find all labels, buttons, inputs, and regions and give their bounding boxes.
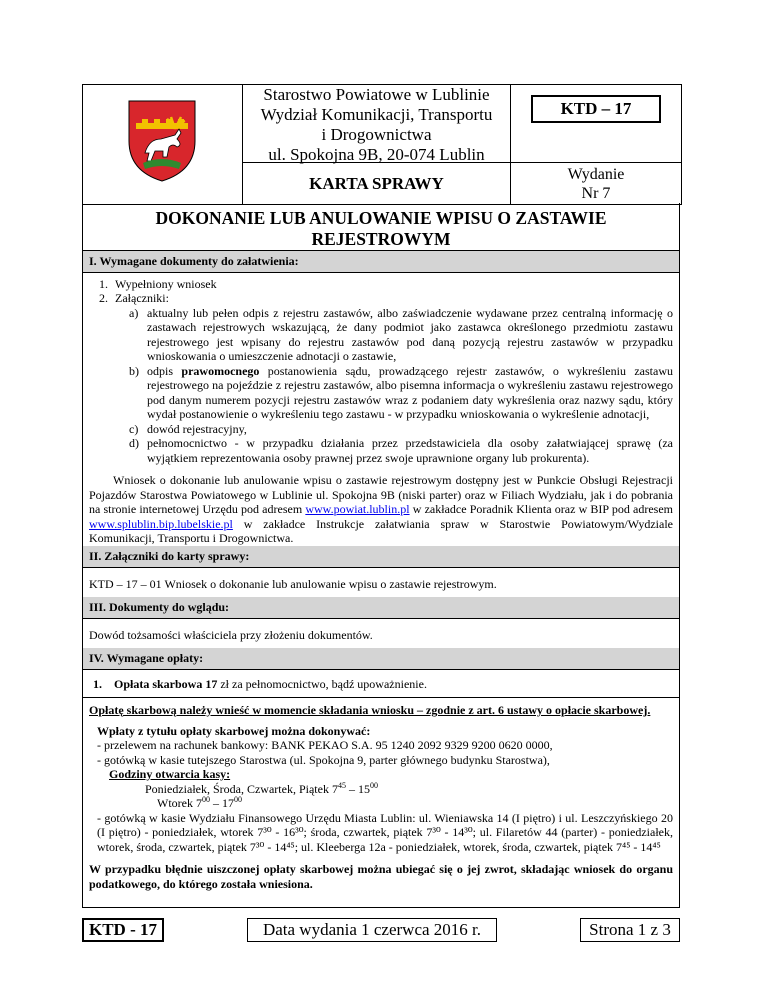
document-header [82, 84, 682, 205]
refund-note: W przypadku błędnie uiszczonej opłaty skarbowej można ubiegać się o jej zwrot, składając wniosek do organu podatkowego, do którego została wniesiona. [89, 862, 673, 891]
payment-line: - gotówką w kasie tutejszego Starostwa (ul. Spokojna 9, parter głównego budynku Starostwa), [97, 752, 550, 767]
section-fees [82, 648, 680, 908]
title-line: REJESTROWYM [311, 229, 451, 249]
logo-cell [83, 85, 243, 204]
section-text: KTD – 17 – 01 Wniosek o dokonanie lub anulowanie wpisu o zastawie rejestrowym. [89, 576, 497, 591]
payment-line: - przelewem na rachunek bankowy: BANK PEKAO S.A. 95 1240 2092 9329 9200 0620 0000, [97, 738, 553, 752]
availability-paragraph: Wniosek o dokonanie lub anulowanie wpisu o zastawie rejestrowym dostępny jest w Punkcie Obsługi Rejestracji Pojazdów Starostwa Powiatowego w Lublinie ul. Spokojna 9B (niski parter) oraz w Filiach Wydziału, jak i do pobrania na stronie internetowej Urzędu pod adresem www.powiat.lublin.pl w zakładce Poradnik Klienta oraz w BIP pod adresem www.splublin.bip.lubelskie.pl w zakładce Instrukcje załatwiania spraw w Starostwie Powiatowym/Wydziale Komunikacji, Transportu i Drogownictwa. [89, 473, 673, 545]
attachment-item: b) odpis prawomocnego postanowienia sądu, prowadzącego rejestr zastawów, o wykreśleniu zastawu rejestrowego na pojeździe z rejestru zastawów, albo pisemna informacja o wykreśleniu zastawu rejestrowego pod danym numerem pozycji rejestru zastawów wraz z podaniem daty wykreślenia oraz nazwy sądu, który wydał postanowienie o wykreśleniu tego zastawu - w przypadku wnioskowania o wykreślenie adnotacji, [129, 363, 673, 421]
office-line: ul. Spokojna 9B, 20-074 Lublin [268, 145, 485, 164]
bip-website-link[interactable]: www.splublin.bip.lubelskie.pl [89, 516, 233, 531]
coat-of-arms-icon [123, 95, 201, 185]
office-line: i Drogownictwa [321, 125, 432, 144]
attachment-item: a) aktualny lub pełen odpis z rejestru zastawów, albo zaświadczenie wydawane przez centralną informację o zastawach rejestrowych wskazującą, że dany podmiot jako zastawca określonego przedmiotu zastawu rejestrowego jest wpisany do rejestru zastawów pod daną pozycją rejestru zastawów w przypadku wnioskowania o umieszczenie adnotacji o zastawie, [129, 305, 673, 363]
document-title [82, 203, 680, 251]
hours-heading: Godziny otwarcia kasy: [109, 767, 231, 781]
footer-code: KTD - 17 [82, 918, 164, 942]
office-name [243, 85, 511, 163]
section-heading: III. Dokumenty do wglądu: [83, 597, 679, 619]
payments-heading: Wpłaty z tytułu opłaty skarbowej można dokonywać: [97, 723, 371, 738]
section-attachments [82, 546, 680, 600]
attachment-item: d) pełnomocnictwo - w przypadku działania przez przedstawiciela dla osoby załatwiającej sprawę (za wyjątkiem reprezentowania osoby prawnej przez swoje uprawnione organy lub prokurenta). [129, 436, 673, 465]
powiat-website-link[interactable]: www.powiat.lublin.pl [305, 502, 410, 516]
section-text: Dowód tożsamości właściciela przy złożeniu dokumentów. [89, 627, 373, 642]
payment-line: - gotówką w kasie Wydziału Finansowego Urzędu Miasta Lublin: ul. Wieniawska 14 (I piętro) i ul. Leszczyńskiego 20 (I piętro) - poniedziałek, wtorek 7³⁰ - 16³⁰; środa, czwartek, piątek 7³⁰ - 14³⁰; ul. Filaretów 44 (parter) - poniedziałek, wtorek, środa, czwartek, piątek 7³⁰ - 14⁴⁵; ul. Kleeberga 12a - poniedziałek, wtorek, środa, czwartek, piątek 7⁴⁵ - 14⁴⁵ [97, 810, 673, 854]
hours-line: Wtorek $7^{00} - 17^{00}$ [157, 795, 242, 810]
card-code: KTD – 17 [531, 95, 661, 123]
title-line: DOKONANIE LUB ANULOWANIE WPISU O ZASTAWIE [155, 208, 607, 228]
code-cell [511, 85, 681, 163]
list-item-label: Załączniki: [115, 291, 169, 305]
edition [511, 163, 681, 204]
payment-notice: Opłatę skarbową należy wnieść w momencie składania wniosku – zgodnie z art. 6 ustawy o opłacie skarbowej. [89, 703, 651, 717]
documents-list [89, 277, 673, 466]
attachments-list [115, 306, 673, 466]
hours-line: Poniedziałek, Środa, Czwartek, Piątek $7^{45} - 15^{00}$ [145, 780, 378, 796]
attachment-item: c) dowód rejestracyjny, [129, 421, 247, 436]
section-heading: II. Załączniki do karty sprawy: [83, 546, 679, 568]
card-label: KARTA SPRAWY [243, 163, 511, 204]
fee-item: 1. Opłata skarbowa 17 zł za pełnomocnictwo, bądź upoważnienie. [83, 670, 679, 699]
section-heading: IV. Wymagane opłaty: [83, 648, 679, 670]
office-line: Starostwo Powiatowe w Lublinie [263, 85, 490, 104]
footer-date: Data wydania 1 czerwca 2016 r. [247, 918, 497, 942]
page-number: Strona 1 z 3 [580, 918, 680, 942]
list-item: 1. Wypełniony wniosek [111, 277, 673, 292]
list-item [111, 291, 673, 465]
document-footer [82, 918, 680, 942]
payment-methods [89, 718, 673, 855]
edition-label: Wydanie [567, 166, 625, 183]
section-required-documents [82, 251, 680, 551]
section-documents-to-view [82, 597, 680, 651]
edition-number: Nr 7 [581, 185, 611, 202]
office-line: Wydział Komunikacji, Transportu [260, 105, 493, 124]
section-heading: I. Wymagane dokumenty do załatwienia: [83, 251, 679, 273]
